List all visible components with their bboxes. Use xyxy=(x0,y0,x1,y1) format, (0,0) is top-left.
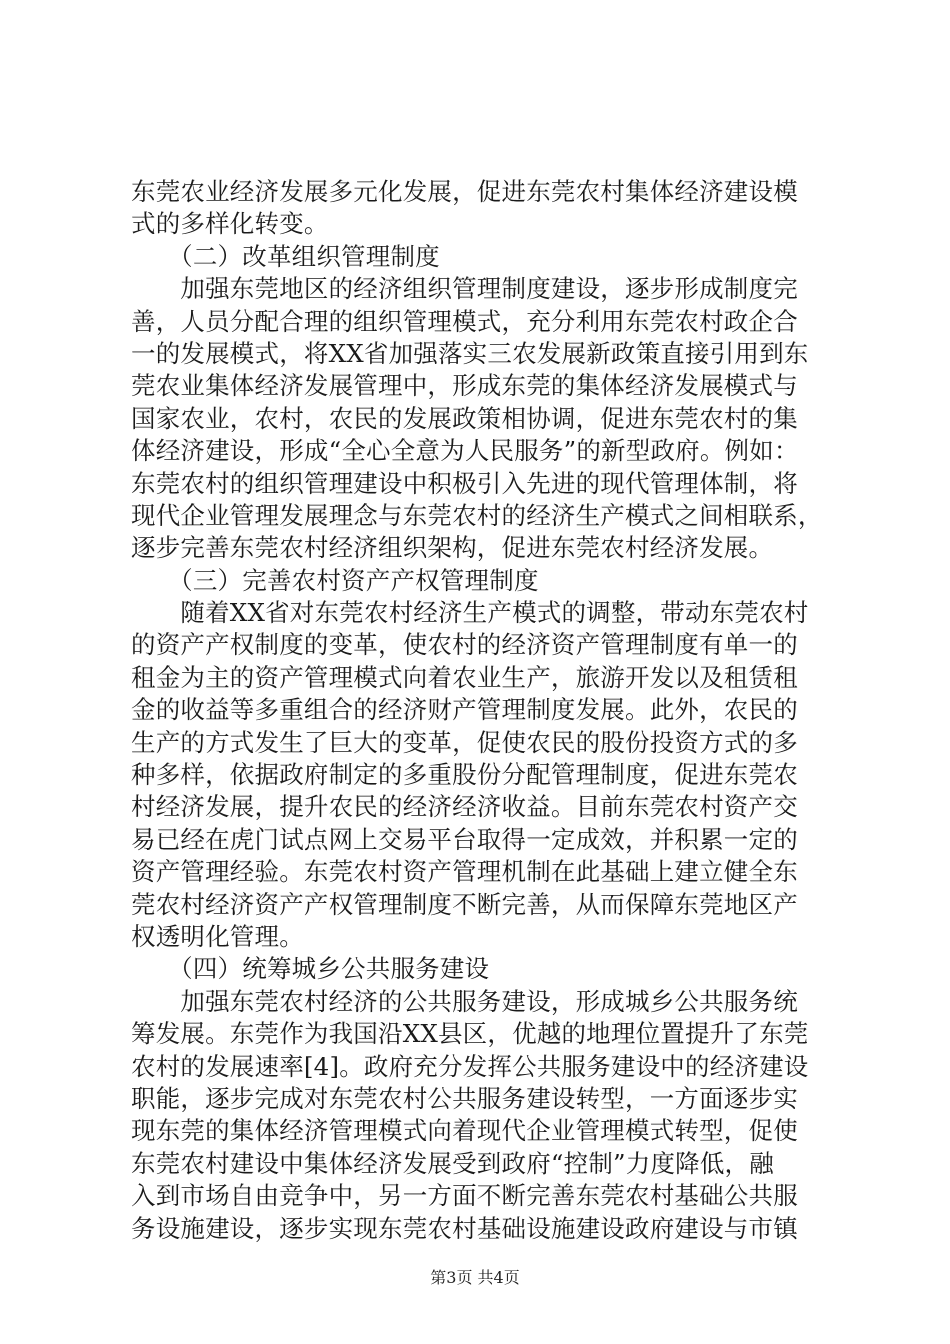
text-line: 易已经在虎门试点网上交易平台取得一定成效，并积累一定的 xyxy=(131,824,798,854)
text-line: 职能，逐步完成对东莞农村公共服务建设转型，一方面逐步实 xyxy=(131,1083,798,1113)
text-line: 种多样，依据政府制定的多重股份分配管理制度，促进东莞农 xyxy=(131,760,798,790)
text-line: 逐步完善东莞农村经济组织架构，促进东莞农村经济发展。 xyxy=(131,533,774,563)
text-line: 务设施建设，逐步实现东莞农村基础设施建设政府建设与市镇 xyxy=(131,1213,798,1243)
text-line: 租金为主的资产管理模式向着农业生产，旅游开发以及租赁租 xyxy=(131,662,798,692)
text-line: 资产管理经验。东莞农村资产管理机制在此基础上建立健全东 xyxy=(131,857,798,887)
text-line: 的资产产权制度的变革，使农村的经济资产管理制度有单一的 xyxy=(131,630,798,660)
text-line: 入到市场自由竞争中，另一方面不断完善东莞农村基础公共服 xyxy=(131,1181,798,1211)
text-line: 金的收益等多重组合的经济财产管理制度发展。此外，农民的 xyxy=(131,695,798,725)
text-line: 善，人员分配合理的组织管理模式，充分利用东莞农村政企合 xyxy=(131,306,798,336)
text-line: 筹发展。东莞作为我国沿XX县区，优越的地理位置提升了东莞 xyxy=(131,1019,809,1049)
text-line: 村经济发展，提升农民的经济经济收益。目前东莞农村资产交 xyxy=(131,792,798,822)
text-line: 现东莞的集体经济管理模式向着现代企业管理模式转型，促使 xyxy=(131,1116,798,1146)
text-line: （二）改革组织管理制度 xyxy=(131,241,440,271)
text-line: 加强东莞地区的经济组织管理制度建设，逐步形成制度完 xyxy=(131,274,798,304)
text-line: 生产的方式发生了巨大的变革，促使农民的股份投资方式的多 xyxy=(131,727,798,757)
text-line: 加强东莞农村经济的公共服务建设，形成城乡公共服务统 xyxy=(131,986,798,1016)
document-body xyxy=(131,176,831,1245)
text-line: 莞农业集体经济发展管理中，形成东莞的集体经济发展模式与 xyxy=(131,371,798,401)
text-line: 东莞农业经济发展多元化发展，促进东莞农村集体经济建设模 xyxy=(131,177,798,206)
text-line: （三）完善农村资产产权管理制度 xyxy=(131,565,539,595)
text-line: 式的多样化转变。 xyxy=(131,209,329,239)
text-line: 一的发展模式，将XX省加强落实三农发展新政策直接引用到东 xyxy=(131,338,809,368)
text-line: 东莞农村建设中集体经济发展受到政府“控制”力度降低，融 xyxy=(131,1148,774,1178)
text-line: 国家农业，农村，农民的发展政策相协调，促进东莞农村的集 xyxy=(131,403,798,433)
text-line: 现代企业管理发展理念与东莞农村的经济生产模式之间相联系， xyxy=(131,500,823,530)
text-line: 莞农村经济资产产权管理制度不断完善，从而保障东莞地区产 xyxy=(131,889,798,919)
text-line: 农村的发展速率[4]。政府充分发挥公共服务建设中的经济建设 xyxy=(131,1051,809,1081)
text-line: 权透明化管理。 xyxy=(131,921,304,951)
text-line: 东莞农村的组织管理建设中积极引入先进的现代管理体制，将 xyxy=(131,468,798,498)
text-line: （四）统筹城乡公共服务建设 xyxy=(131,954,490,984)
text-line: 体经济建设，形成“全心全意为人民服务”的新型政府。例如： xyxy=(131,436,799,466)
text-line: 随着XX省对东莞农村经济生产模式的调整，带动东莞农村 xyxy=(131,598,809,628)
page-footer: 第3页 共4页 xyxy=(430,1268,520,1287)
